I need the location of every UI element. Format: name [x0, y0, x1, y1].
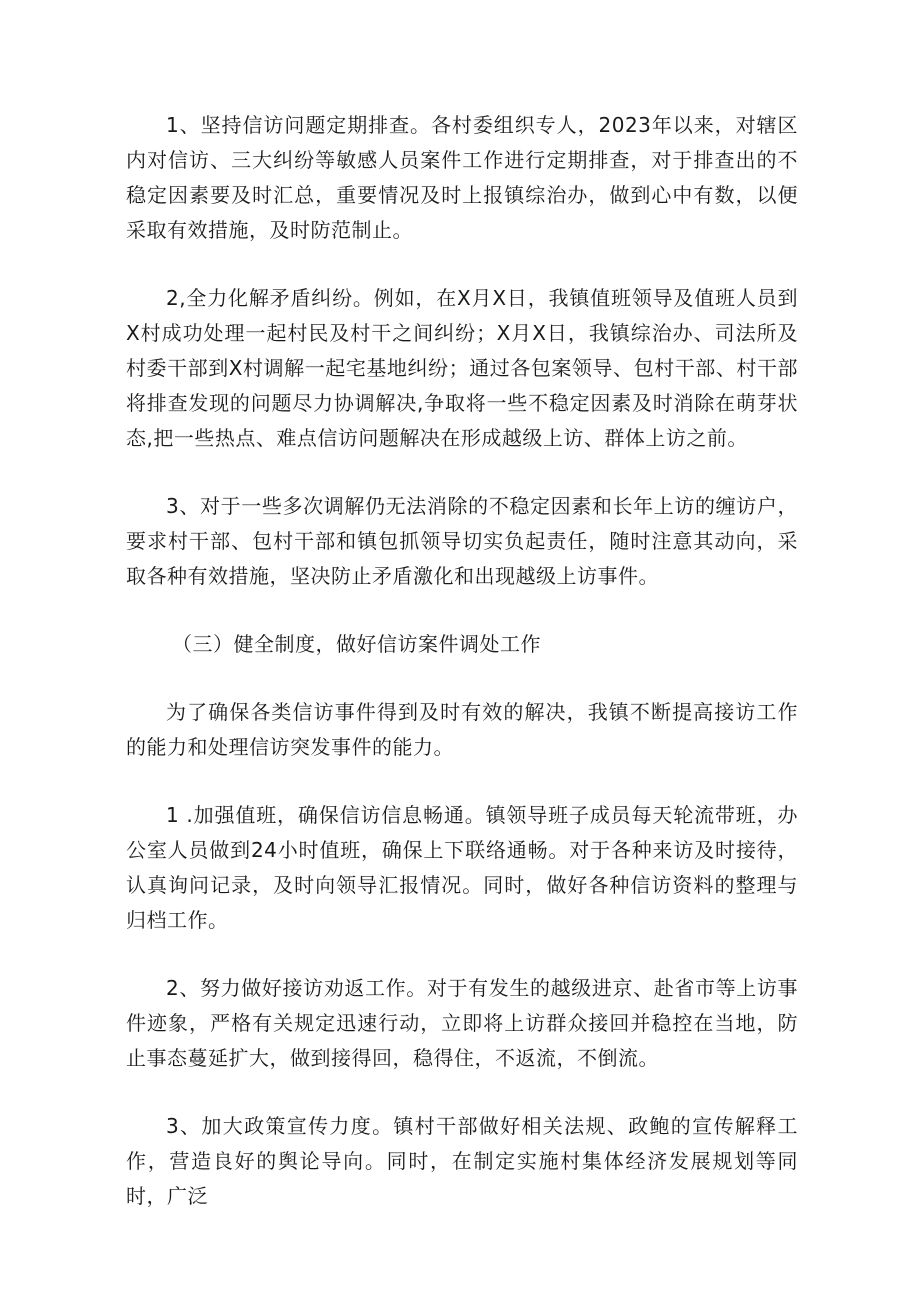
paragraph-3: 3、对于一些多次调解仍无法消除的不稳定因素和长年上访的缠访户，要求村干部、包村干部和镇包抓领导切实负起责任，随时注意其动向，采取各种有效措施，坚决防止矛盾激化和出现越级上访事件。 [126, 494, 798, 588]
document-body [126, 108, 798, 1214]
section-heading: （三）健全制度，做好信访案件调处工作 [172, 632, 541, 656]
paragraph-5: 2、努力做好接访劝返工作。对于有发生的越级进京、赴省市等上访事件迹象，严格有关规定迅速行动，立即将上访群众接回并稳控在当地，防止事态蔓延扩大，做到接得回，稳得住，不返流，不倒流。 [126, 976, 798, 1070]
paragraph-2: 2,全力化解矛盾纠纷。例如，在X月X日，我镇值班领导及值班人员到X村成功处理一起村民及村干之间纠纷；X月X日，我镇综治办、司法所及村委干部到X村调解一起宅基地纠纷；通过各包案领导、包村干部、村干部将排查发现的问题尽力协调解决,争取将一些不稳定因素及时消除在萌芽状态,把一些热点、难点信访问题解决在形成越级上访、群体上访之前。 [126, 286, 798, 450]
paragraph-4: 1 .加强值班，确保信访信息畅通。镇领导班子成员每天轮流带班，办公室人员做到24小时值班，确保上下联络通畅。对于各种来访及时接待，认真询问记录，及时向领导汇报情况。同时，做好各种信访资料的整理与归档工作。 [126, 803, 798, 932]
paragraph-intro: 为了确保各类信访事件得到及时有效的解决，我镇不断提高接访工作的能力和处理信访突发事件的能力。 [126, 700, 798, 759]
paragraph-6: 3、加大政策宣传力度。镇村干部做好相关法规、政鲍的宣传解释工作，营造良好的舆论导向。同时，在制定实施村集体经济发展规划等同时，广泛 [126, 1114, 798, 1208]
paragraph-1: 1、坚持信访问题定期排查。各村委组织专人，2023年以来，对辖区内对信访、三大纠纷等敏感人员案件工作进行定期排查，对于排查出的不稳定因素要及时汇总，重要情况及时上报镇综治办，做到心中有数，以便采取有效措施，及时防范制止。 [126, 113, 798, 242]
